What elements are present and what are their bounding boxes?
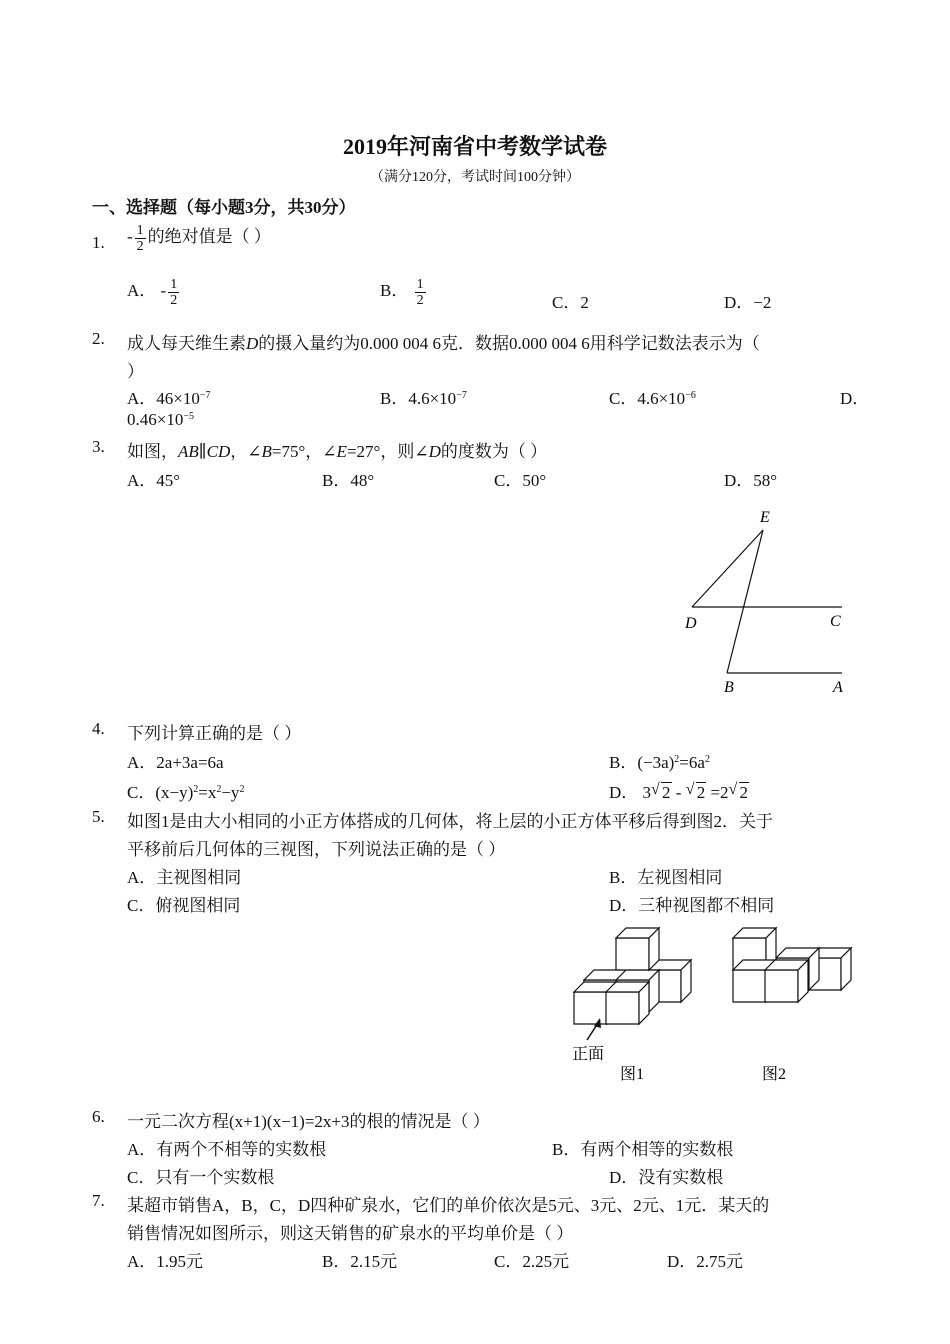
fig1-solid (574, 928, 691, 1024)
fig1-caption: 图1 (620, 1066, 645, 1083)
q1-stem (127, 222, 271, 254)
q2-option-d: $0.46\times 10^{-5}$ (127, 410, 194, 429)
q5-option-c: C．俯视图相同 (127, 896, 241, 915)
q4-stem: 下列计算正确的是（ ） (127, 724, 302, 743)
q2-option-b: B．$4.6\times 10^{-7}$ (380, 389, 467, 408)
q1-text: 的绝对值是（ ） (147, 227, 271, 246)
q4-option-c: C．$(x-y)^2=x^2-y^2$ (127, 783, 245, 802)
label-e: E (760, 509, 770, 526)
q4-number: 4. (92, 719, 105, 738)
q5-option-a: A．主视图相同 (127, 868, 242, 887)
q2-number: 2. (92, 329, 105, 348)
q7-number: 7. (92, 1191, 105, 1210)
line-ed (692, 530, 763, 607)
q5-option-b: B．左视图相同 (609, 868, 723, 887)
q1-option-d: D．−2 (724, 293, 772, 312)
q2-stem: 成人每天维生素D的摄入量约为0.000 004 6克．数据0.000 004 6用科学记数法表示为（ (127, 334, 760, 353)
q3-stem: 如图，AB∥CD，∠B=75°，∠E=27°，则∠D的度数为（ ） (127, 442, 548, 461)
q5-stem-line2: 平移前后几何体的三视图，下列说法正确的是（ ） (127, 840, 506, 859)
q5-figure (560, 920, 860, 1095)
section-heading: 一、选择题（每小题3分，共30分） (92, 198, 356, 217)
q6-option-a: A．有两个不相等的实数根 (127, 1140, 327, 1159)
q6-stem: 一元二次方程(x+1)(x−1)=2x+3的根的情况是（ ） (127, 1112, 490, 1131)
q7-stem-line1: 某超市销售A，B，C，D四种矿泉水，它们的单价依次是5元、3元、2元、1元．某天的 (127, 1196, 770, 1215)
q1-option-a: A． - $\frac{1}{2}$ (127, 276, 178, 308)
q4-option-b: B．$(-3a)^2=6a^2$ (609, 753, 710, 772)
fig2-caption: 图2 (762, 1066, 787, 1083)
q6-option-d: D．没有实数根 (609, 1168, 724, 1187)
q4-option-a: A．2a+3a=6a (127, 753, 224, 772)
exam-title: 2019年河南省中考数学试卷 (342, 134, 607, 159)
q6-option-c: C．只有一个实数根 (127, 1168, 275, 1187)
exam-subtitle: （满分120分，考试时间100分钟） (370, 170, 580, 185)
q3-option-c: C．50° (494, 471, 547, 490)
q5-stem-line1: 如图1是由大小相同的小正方体搭成的几何体，将上层的小正方体平移后得到图2．关于 (127, 812, 773, 831)
q2-option-a: A．$46\times 10^{-7}$ (127, 389, 211, 408)
label-a: A (833, 679, 843, 696)
q4-option-d: D． 3√ 2 - √ 2 =2√ 2 (609, 778, 749, 803)
fig-front-label: 正面 (572, 1046, 605, 1063)
q3-number: 3. (92, 437, 105, 456)
q7-option-d: D．2.75元 (667, 1252, 744, 1271)
q7-stem-line2: 销售情况如图所示，则这天销售的矿泉水的平均单价是（ ） (127, 1224, 574, 1243)
q2-option-d-label: D． (840, 389, 870, 408)
label-b: B (724, 679, 734, 696)
label-c: C (830, 613, 841, 630)
q6-option-b: B．有两个相等的实数根 (552, 1140, 734, 1159)
q1-option-c: C．2 (552, 293, 589, 312)
q3-option-b: B．48° (322, 471, 375, 490)
fig2-solid (733, 928, 851, 1002)
q1-minus: - (127, 227, 133, 246)
line-eb (727, 530, 763, 673)
q3-option-d: D．58° (724, 471, 778, 490)
q5-number: 5. (92, 807, 105, 826)
q1-option-b: B． $\frac{1}{2}$ (380, 276, 424, 308)
q3-figure (670, 500, 860, 700)
q6-number: 6. (92, 1107, 105, 1126)
q2-option-c: C．$4.6\times 10^{-6}$ (609, 389, 696, 408)
q3-option-a: A．45° (127, 471, 181, 490)
q7-option-b: B．2.15元 (322, 1252, 398, 1271)
q2-stem-close: ） (127, 362, 144, 381)
q7-option-a: A．1.95元 (127, 1252, 204, 1271)
q7-option-c: C．2.25元 (494, 1252, 570, 1271)
q5-option-d: D．三种视图都不相同 (609, 896, 775, 915)
q1-number: 1. (92, 233, 105, 252)
label-d: D (685, 615, 697, 632)
q1-fraction: $\frac{1}{2}$ (136, 222, 144, 254)
